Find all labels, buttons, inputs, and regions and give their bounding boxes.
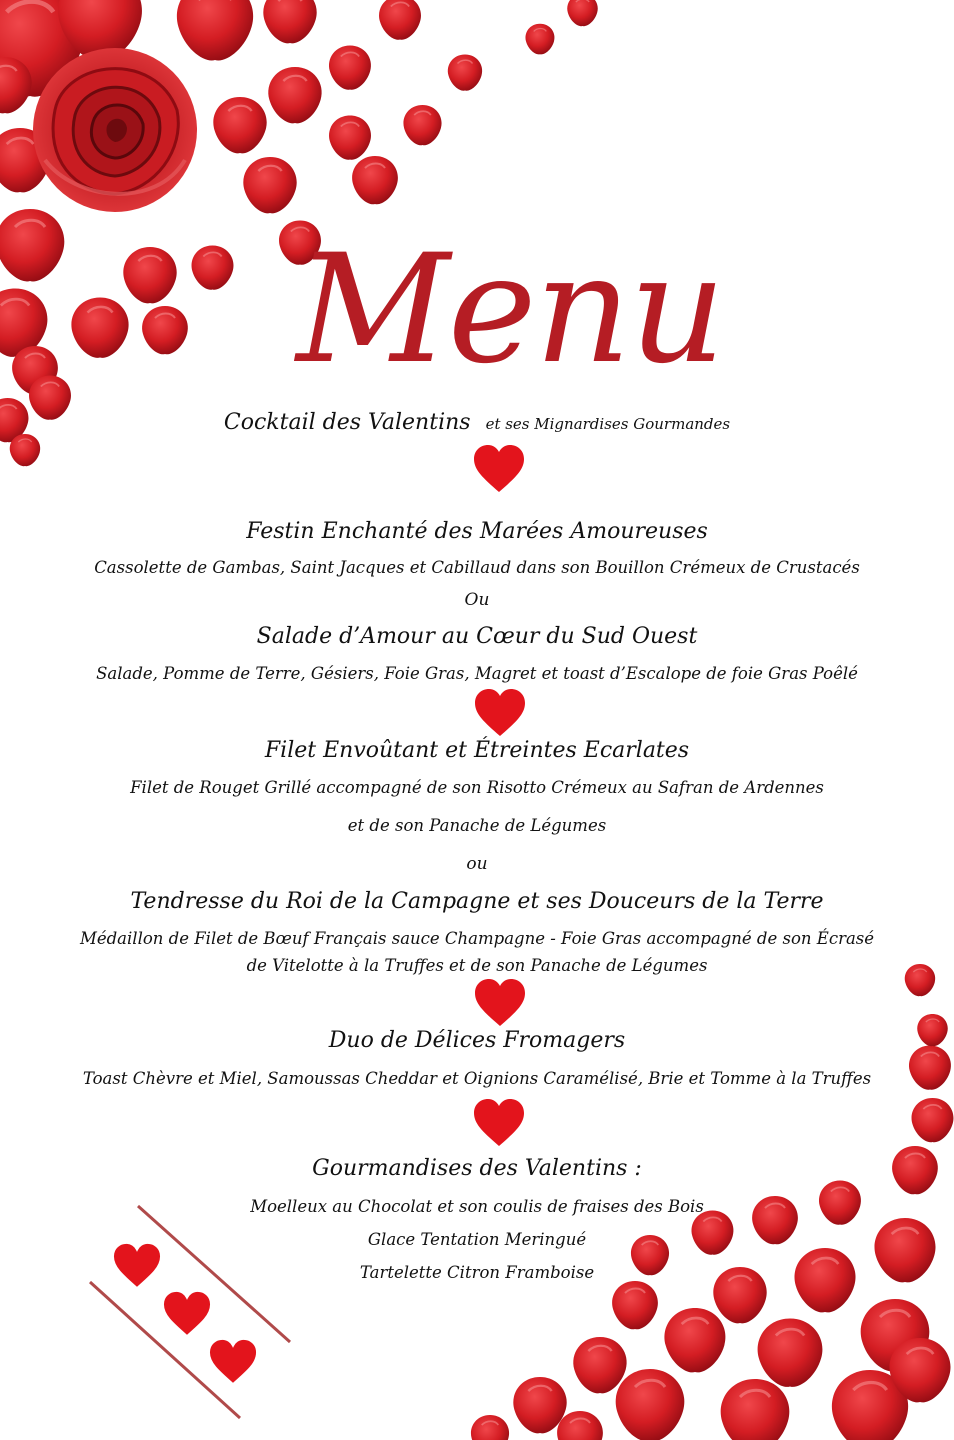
rose-icon [33,48,197,212]
main-2-description-line2: de Vitelotte à la Truffes et de son Panache de Légumes [246,956,708,975]
main-separator: ou [466,854,488,874]
starter-2-name: Salade d’Amour au Cœur du Sud Ouest [256,624,698,649]
heart-icon [474,688,526,738]
starter-2-description: Salade, Pomme de Terre, Gésiers, Foie Gras, Magret et toast d’Escalope de foie Gras Poêlé [96,664,858,683]
starter-1-name: Festin Enchanté des Marées Amoureuses [246,519,708,544]
main-2-name: Tendresse du Roi de la Campagne et ses Douceurs de la Terre [130,889,824,914]
cocktail-subtitle: et ses Mignardises Gourmandes [485,415,731,433]
dessert-item-2: Glace Tentation Meringué [367,1230,587,1249]
cheese-name: Duo de Délices Fromagers [328,1028,626,1053]
cocktail-line [0,410,954,435]
cocktail-title: Cocktail des Valentins [223,410,471,435]
heart-icon [160,1290,214,1338]
main-1-name: Filet Envoûtant et Étreintes Ecarlates [264,738,690,763]
heart-icon [110,1242,164,1290]
heart-icon [474,978,526,1028]
main-1-description-line2: et de son Panache de Légumes [347,816,607,835]
starter-1-description: Cassolette de Gambas, Saint Jacques et Cabillaud dans son Bouillon Crémeux de Crustacés [94,558,860,577]
dessert-item-1: Moelleux au Chocolat et son coulis de fraises des Bois [250,1197,704,1216]
dessert-name: Gourmandises des Valentins : [312,1156,642,1181]
heart-icon [473,1098,525,1148]
heart-icon [206,1338,260,1386]
main-2-description-line1: Médaillon de Filet de Bœuf Français sauce Champagne - Foie Gras accompagné de son Écrasé [79,929,875,948]
starter-separator: Ou [464,590,490,610]
cheese-description: Toast Chèvre et Miel, Samoussas Cheddar et Oignions Caramélisé, Brie et Tomme à la Truffes [82,1069,872,1088]
main-1-description-line1: Filet de Rouget Grillé accompagné de son Risotto Crémeux au Safran de Ardennes [130,778,824,797]
dessert-item-3: Tartelette Citron Framboise [359,1263,595,1282]
menu-title: Menu [296,223,724,397]
heart-icon [473,444,525,494]
